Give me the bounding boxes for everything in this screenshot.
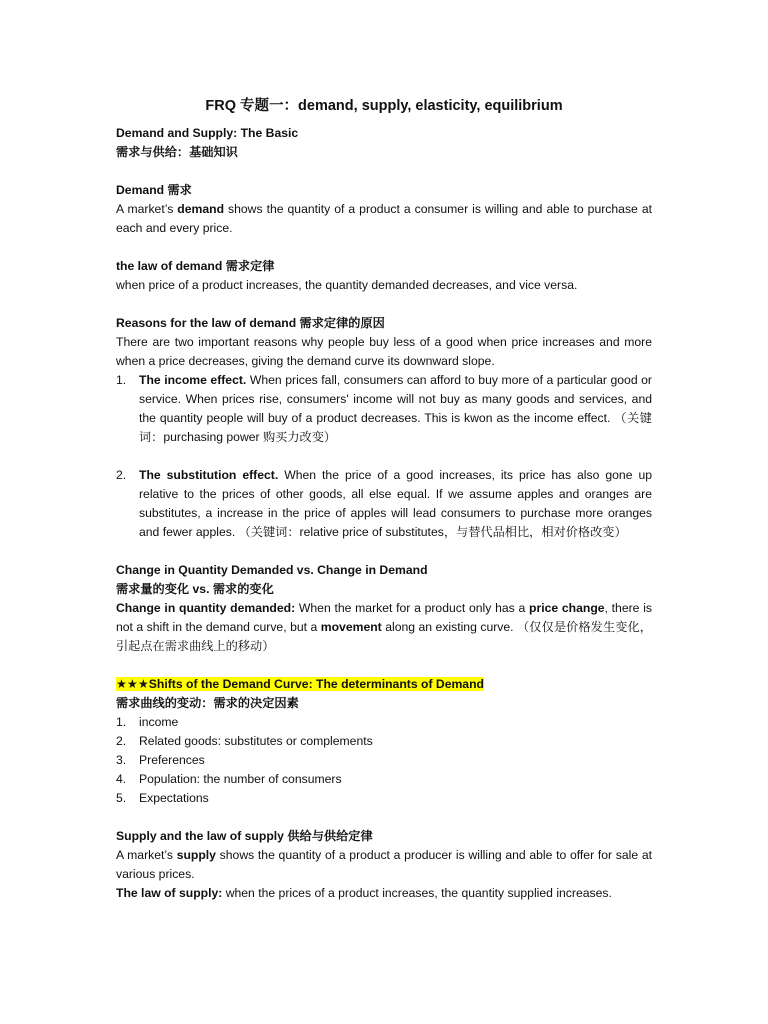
- change-paragraph: [116, 599, 652, 656]
- list-item-text: Related goods: substitutes or complements: [139, 734, 373, 748]
- list-item: [116, 751, 652, 770]
- list-item-text: income: [139, 715, 179, 729]
- list-item-number: 2.: [116, 734, 127, 748]
- reasons-heading: Reasons for the law of demand 需求定律的原因: [116, 316, 385, 330]
- law-of-demand-text: when price of a product increases, the quantity demanded decreases, and vice versa.: [116, 278, 578, 292]
- reasons-intro: There are two important reasons why people buy less of a good when price increases and more when a price decreases, giving the demand curve its downward slope.: [116, 335, 652, 368]
- change-heading-en: Change in Quantity Demanded vs. Change in Demand: [116, 563, 428, 577]
- demand-text-pre: A market’s: [116, 202, 178, 216]
- demand-text-bold: demand: [177, 202, 225, 216]
- law-of-supply-paragraph: [116, 884, 652, 903]
- list-item-text: Population: the number of consumers: [139, 772, 342, 786]
- determinants-list: [116, 713, 652, 808]
- income-effect-label: The income effect.: [139, 373, 247, 387]
- list-item: [116, 466, 652, 542]
- demand-text-post: shows the quantity of a product a consumer is willing and able to purchase at each and every price.: [116, 202, 652, 235]
- list-item-number: 2.: [116, 468, 127, 482]
- document-body: [116, 124, 652, 903]
- list-item-text: Preferences: [139, 753, 205, 767]
- list-item: [116, 789, 652, 808]
- basic-heading-cn: 需求与供给：基础知识: [116, 145, 238, 159]
- shifts-heading-cn: 需求曲线的变动：需求的决定因素: [116, 696, 299, 710]
- supply-heading: Supply and the law of supply 供给与供给定律: [116, 829, 373, 843]
- law-of-demand-heading: the law of demand 需求定律: [116, 259, 275, 273]
- list-item: [116, 713, 652, 732]
- supply-paragraph: [116, 846, 652, 884]
- list-item: [116, 770, 652, 789]
- list-item: [116, 732, 652, 751]
- list-item: [116, 371, 652, 447]
- change-bold-price: price change: [529, 601, 605, 615]
- basic-heading-en: Demand and Supply: The Basic: [116, 126, 299, 140]
- demand-paragraph: [116, 200, 652, 238]
- change-text-3: along an existing curve. （仅仅是价格发生变化，引起点在需求曲线上的移动）: [116, 620, 652, 653]
- substitution-effect-text: When the price of a good increases, its price has also gone up relative to the prices of other goods, all else equal. If we assume apples and oranges are substitutes, a increase in the price of apples will lead consumers to purchase more oranges and fewer apples. （关键词：relative price of substitutes，与替代品相比，相对价格改变）: [139, 468, 652, 539]
- change-heading-cn: 需求量的变化 vs. 需求的变化: [116, 582, 274, 596]
- list-item-number: 5.: [116, 791, 127, 805]
- law-of-supply-label: The law of supply:: [116, 886, 223, 900]
- income-effect-text: When prices fall, consumers can afford to buy more of a particular good or service. When prices rise, consumers' income will not buy as many goods and services, and the quantity people will buy of a product decreases. This is kwon as the income effect. （关键词：purchasing power 购买力改变）: [139, 373, 652, 444]
- list-item-number: 3.: [116, 753, 127, 767]
- supply-text-bold: supply: [176, 848, 216, 862]
- demand-heading: Demand 需求: [116, 183, 192, 197]
- shifts-heading-highlighted: ★★★Shifts of the Demand Curve: The determinants of Demand: [116, 677, 484, 691]
- list-spacer: [116, 447, 652, 466]
- change-text-1: When the market for a product only has a: [295, 601, 529, 615]
- substitution-effect-label: The substitution effect.: [139, 468, 279, 482]
- list-item-number: 4.: [116, 772, 127, 786]
- law-of-supply-text: when the prices of a product increases, the quantity supplied increases.: [222, 886, 612, 900]
- list-item-number: 1.: [116, 373, 127, 387]
- change-bold-movement: movement: [320, 620, 382, 634]
- page-title: FRQ 专题一：demand, supply, elasticity, equilibrium: [205, 98, 563, 114]
- list-item-text: Expectations: [139, 791, 209, 805]
- supply-text-post: shows the quantity of a product a producer is willing and able to offer for sale at various prices.: [116, 848, 652, 881]
- change-text-2: , there is not a shift in the demand curve, but a: [116, 601, 652, 634]
- list-item-number: 1.: [116, 715, 127, 729]
- reasons-list: [116, 371, 652, 542]
- change-bold-label: Change in quantity demanded:: [116, 601, 296, 615]
- supply-text-pre: A market’s: [116, 848, 177, 862]
